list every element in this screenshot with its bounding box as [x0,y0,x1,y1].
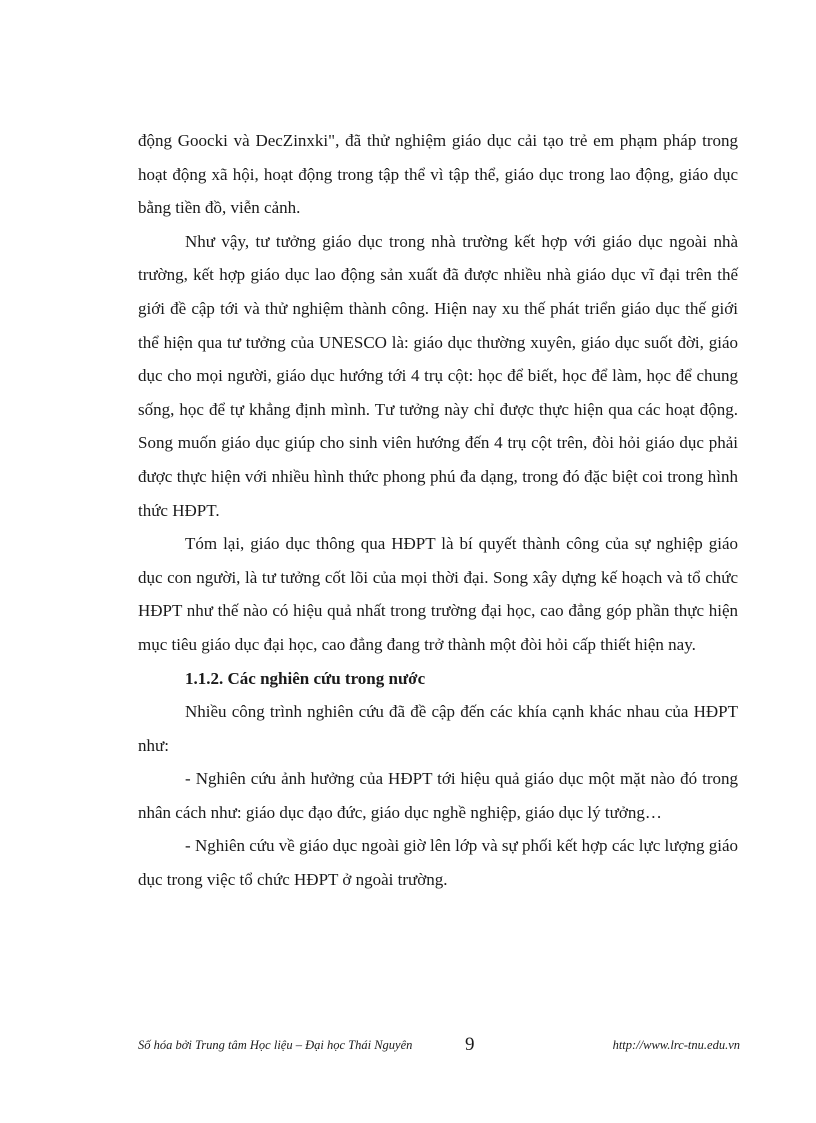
footer-source: Số hóa bởi Trung tâm Học liệu – Đại học Thái Nguyên [138,1038,413,1052]
page-number: 9 [465,1034,475,1055]
paragraph-continuation: động Goocki và DecZinxki", đã thử nghiệm giáo dục cải tạo trẻ em phạm pháp trong hoạt động xã hội, hoạt động trong tập thể vì tập thể, giáo dục trong lao động, giáo dục bằng tiền đồ, viễn cảnh. [138,131,738,218]
list-item-influence-research: - Nghiên cứu ảnh hưởng của HĐPT tới hiệu quả giáo dục một mặt nào đó trong nhân cách như: giáo dục đạo đức, giáo dục nghề nghiệp, giáo dục lý tưởng… [138,769,738,822]
paragraph-domestic-intro: Nhiều công trình nghiên cứu đã đề cập đến các khía cạnh khác nhau của HĐPT như: [138,702,738,755]
document-body [138,124,738,897]
section-heading: 1.1.2. Các nghiên cứu trong nước [185,668,426,688]
paragraph-summary: Tóm lại, giáo dục thông qua HĐPT là bí quyết thành công của sự nghiệp giáo dục con người, là tư tưởng cốt lõi của mọi thời đại. Song xây dựng kế hoạch và tổ chức HĐPT như thế nào có hiệu quả nhất trong trường đại học, cao đẳng góp phần thực hiện mục tiêu giáo dục đại học, cao đẳng đang trở thành một đòi hỏi cấp thiết hiện nay. [138,534,738,654]
footer-url: http://www.lrc-tnu.edu.vn [612,1038,740,1052]
page-footer [138,1034,740,1058]
paragraph-unesco-ideas: Như vậy, tư tưởng giáo dục trong nhà trường kết hợp với giáo dục ngoài nhà trường, kết hợp giáo dục lao động sản xuất đã được nhiều nhà giáo dục vĩ đại trên thế giới đề cập tới và thử nghiệm thành công. Hiện nay xu thế phát triển giáo dục thế giới thể hiện qua tư tưởng của UNESCO là: giáo dục thường xuyên, giáo dục suốt đời, giáo dục cho mọi người, giáo dục hướng tới 4 trụ cột: học để biết, học để làm, học để chung sống, học để tự khẳng định mình. Tư tưởng này chỉ được thực hiện qua các hoạt động. Song muốn giáo dục giúp cho sinh viên hướng đến 4 trụ cột trên, đòi hỏi giáo dục phải được thực hiện với nhiều hình thức phong phú đa dạng, trong đó đặc biệt coi trong hình thức HĐPT. [138,231,738,520]
list-item-extracurricular-research: - Nghiên cứu về giáo dục ngoài giờ lên lớp và sự phối kết hợp các lực lượng giáo dục trong việc tổ chức HĐPT ở ngoài trường. [138,836,738,890]
